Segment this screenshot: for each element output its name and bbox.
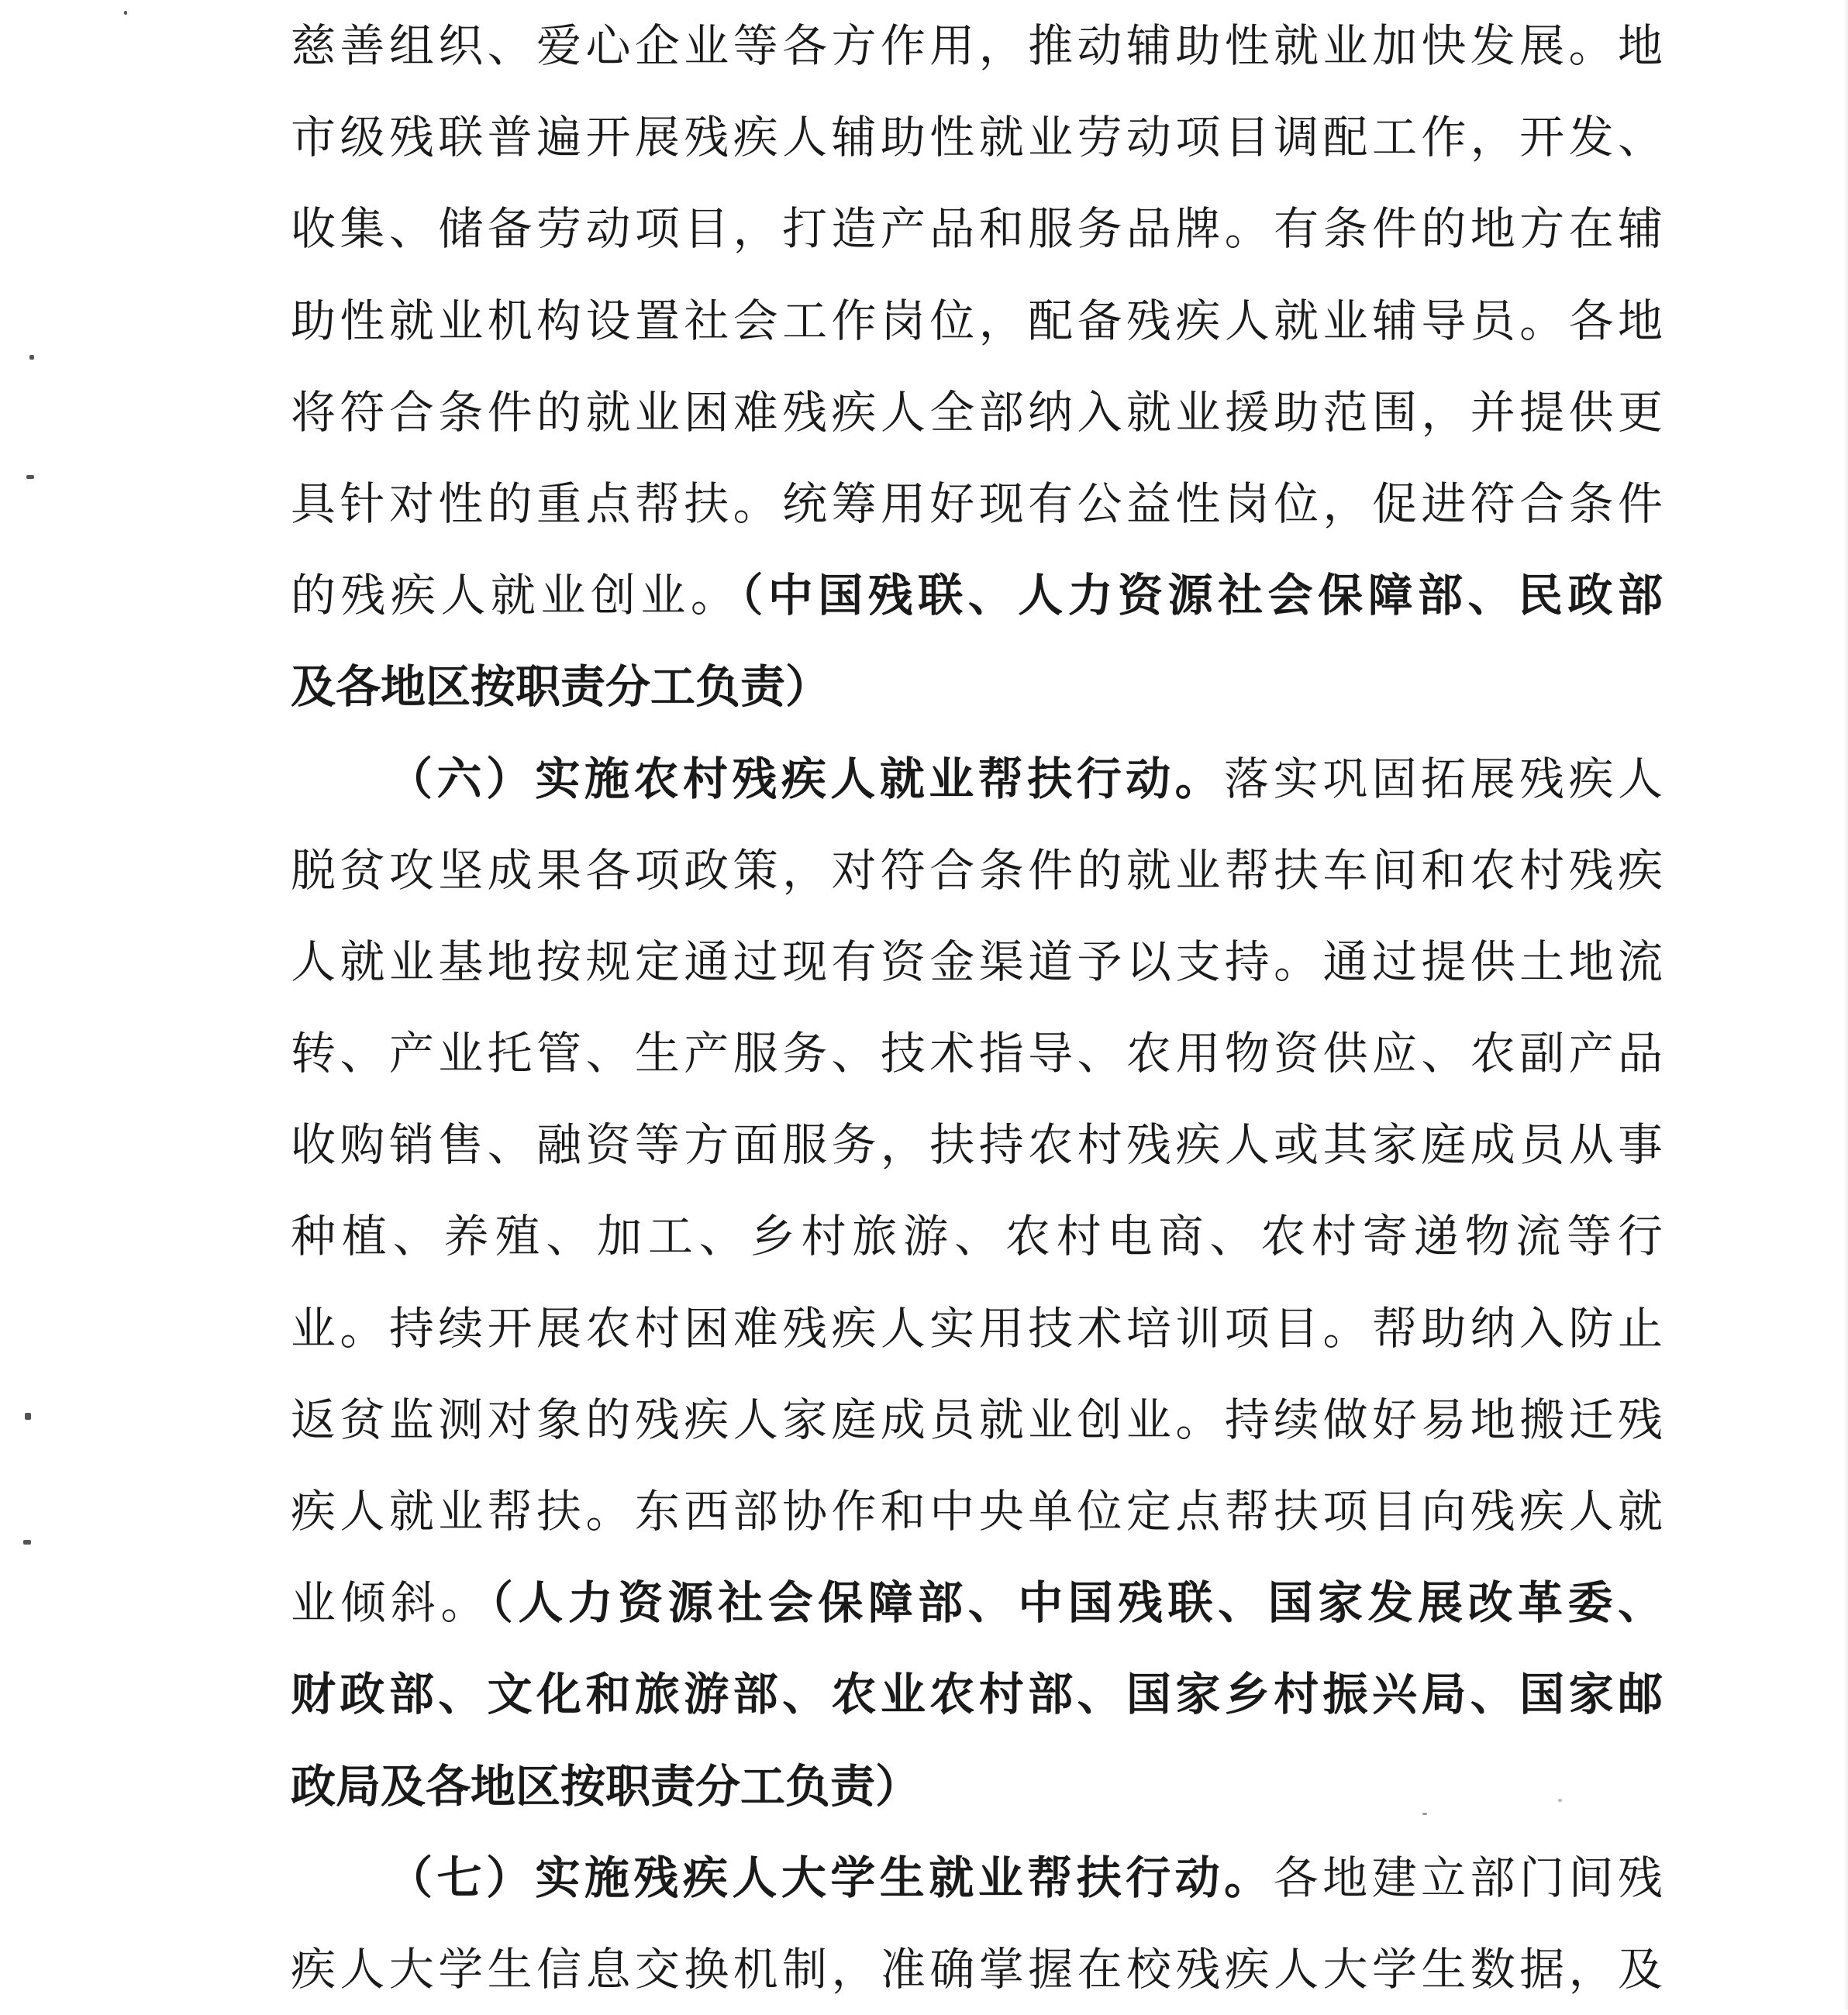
paragraph-line: 种植、养殖、加工、乡村旅游、农村电商、农村寄递物流等行 <box>291 1210 1663 1263</box>
section-heading: （六）实施农村残疾人就业帮扶行动。 <box>388 752 1225 805</box>
section-heading-line <box>291 733 1663 825</box>
paragraph-line <box>291 1557 1663 1648</box>
paragraph-line <box>291 1741 1663 1832</box>
line-text: 业倾斜。 <box>291 1576 491 1630</box>
paragraph-line: 返贫监测对象的残疾人家庭成员就业创业。持续做好易地搬迁残 <box>291 1393 1663 1446</box>
paragraph-line: 慈善组织、爱心企业等各方作用，推动辅助性就业加快发展。地 <box>291 19 1663 72</box>
paragraph-line: 助性就业机构设置社会工作岗位，配备残疾人就业辅导员。各地 <box>291 294 1663 347</box>
responsible-departments: （人力资源社会保障部、中国残联、国家发展改革委、 <box>490 1576 1663 1630</box>
responsible-departments: （中国残联、人力资源社会保障部、民政部 <box>740 569 1663 622</box>
paragraph-line <box>291 549 1663 641</box>
scan-speck <box>23 1540 31 1545</box>
document-body <box>291 0 1663 2015</box>
page-edge-shadow <box>1843 0 1848 2010</box>
line-text: 各地建立部门间残 <box>1273 1851 1663 1904</box>
line-text: 的残疾人就业创业。 <box>291 569 741 622</box>
paragraph-line <box>291 1648 1663 1740</box>
scan-speck <box>124 11 127 15</box>
paragraph-line: 将符合条件的就业困难残疾人全部纳入就业援助范围，并提供更 <box>291 385 1663 439</box>
responsible-departments: 及各地区按职责分工负责） <box>291 660 831 714</box>
scan-speck <box>26 475 34 479</box>
paragraph-line: 脱贫攻坚成果各项政策，对符合条件的就业帮扶车间和农村残疾 <box>291 843 1663 897</box>
scan-speck <box>29 355 34 360</box>
paragraph-line: 具针对性的重点帮扶。统筹用好现有公益性岗位，促进符合条件 <box>291 477 1663 530</box>
responsible-departments: 政局及各地区按职责分工负责） <box>291 1759 921 1813</box>
scan-speck <box>25 1413 31 1420</box>
paragraph-line: 市级残联普遍开展残疾人辅助性就业劳动项目调配工作，开发、 <box>291 111 1663 164</box>
paragraph-line: 收集、储备劳动项目，打造产品和服务品牌。有条件的地方在辅 <box>291 202 1663 256</box>
section-heading: （七）实施残疾人大学生就业帮扶行动。 <box>388 1851 1274 1904</box>
responsible-departments: 财政部、文化和旅游部、农业农村部、国家乡村振兴局、国家邮 <box>291 1668 1663 1721</box>
line-text: 落实巩固拓展残疾人 <box>1224 752 1663 805</box>
section-heading-line <box>291 1832 1663 1924</box>
paragraph-line: 人就业基地按规定通过现有资金渠道予以支持。通过提供土地流 <box>291 935 1663 988</box>
paragraph-line: 疾人大学生信息交换机制，准确掌握在校残疾人大学生数据，及 <box>291 1942 1663 1996</box>
paragraph-line <box>291 641 1663 732</box>
paragraph-line: 业。持续开展农村困难残疾人实用技术培训项目。帮助纳入防止 <box>291 1301 1663 1355</box>
paragraph-line: 收购销售、融资等方面服务，扶持农村残疾人或其家庭成员从事 <box>291 1118 1663 1172</box>
paragraph-line: 转、产业托管、生产服务、技术指导、农用物资供应、农副产品 <box>291 1027 1663 1080</box>
paragraph-line: 疾人就业帮扶。东西部协作和中央单位定点帮扶项目向残疾人就 <box>291 1485 1663 1538</box>
